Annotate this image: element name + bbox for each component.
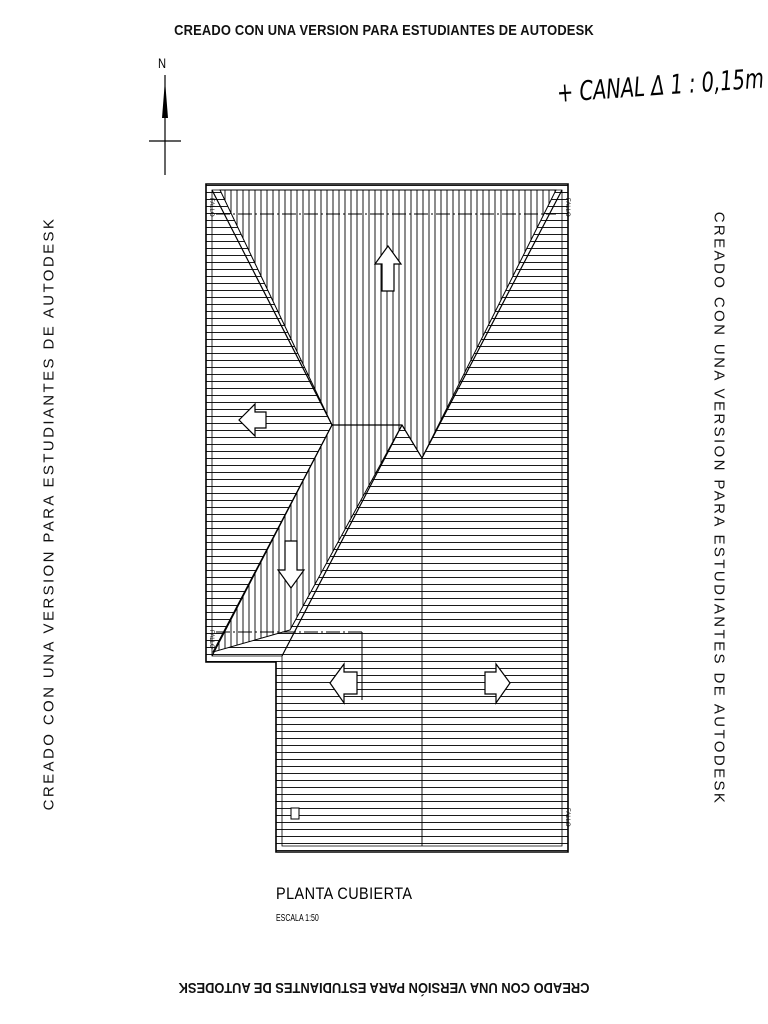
fallo-label: FALLO <box>564 808 570 827</box>
fallo-label: FALLO <box>564 198 570 217</box>
downpipe-marker <box>291 808 299 819</box>
watermark-bottom: CREADO CON UNA VERSIÓN PARA ESTUDIANTES DE AUTODESK <box>178 979 590 996</box>
watermark-top: CREADO CON UNA VERSION PARA ESTUDIANTES DE AUTODESK <box>174 22 594 39</box>
plan-title: PLANTA CUBIERTA <box>276 884 413 903</box>
handwritten-note: + CANAL Δ 1 : 0,15m <box>556 63 765 109</box>
north-label: N <box>158 55 167 71</box>
fallo-label: FALLO <box>208 630 214 649</box>
watermark-right: CREADO CON UNA VERSION PARA ESTUDIANTES DE AUTODESK <box>710 211 728 806</box>
plan-scale: ESCALA 1:50 <box>276 913 319 924</box>
north-arrow-icon <box>149 75 181 175</box>
watermark-left: CREADO CON UNA VERSION PARA ESTUDIANTES DE AUTODESK <box>40 216 58 811</box>
fallo-label: FALLO <box>208 198 214 217</box>
